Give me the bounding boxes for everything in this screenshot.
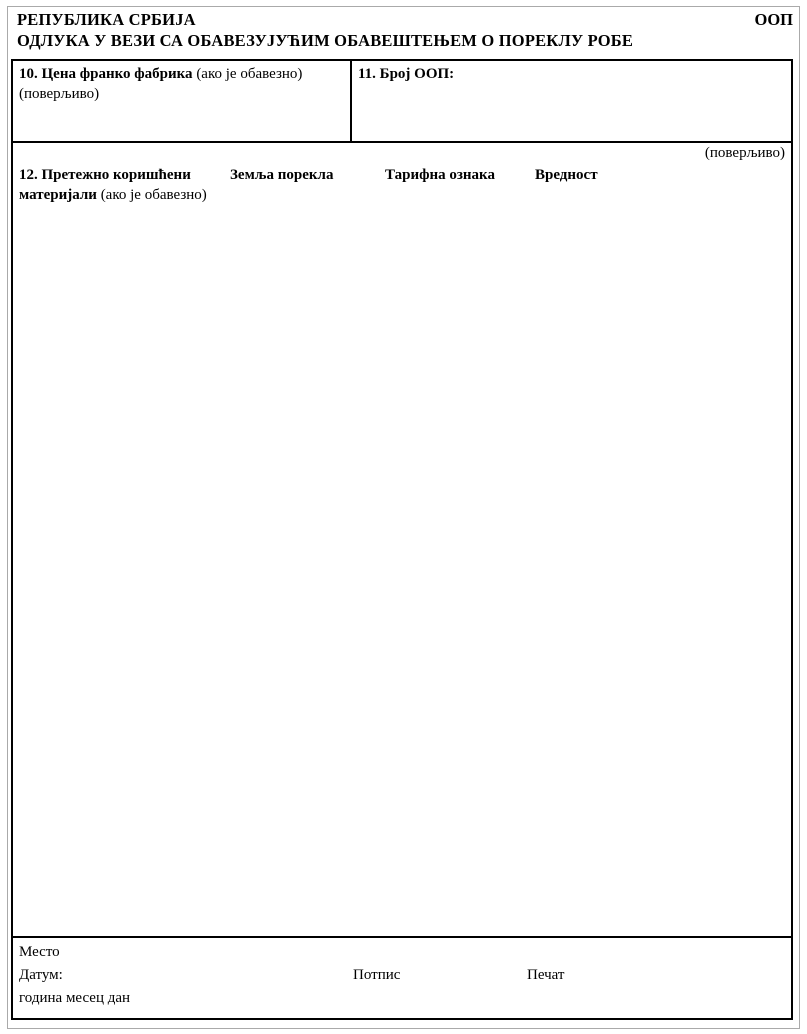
field-10-confidential-note: (поверљиво) bbox=[19, 86, 100, 102]
column-header-tariff-code: Тарифна ознака bbox=[385, 167, 495, 183]
header-row bbox=[11, 9, 793, 30]
field-12-label-line2 bbox=[19, 185, 234, 205]
field-12-label-line1 bbox=[19, 165, 234, 185]
date-label: Датум: bbox=[19, 967, 63, 983]
signature-footer-row bbox=[13, 936, 791, 1018]
signature-label: Потпис bbox=[353, 967, 401, 983]
field-12-value-area[interactable] bbox=[13, 208, 791, 936]
field-12-label-bold1: 12. Претежно коришћени bbox=[19, 167, 191, 183]
form-table bbox=[11, 59, 793, 1020]
field-11-oop-number[interactable] bbox=[352, 61, 791, 141]
place-label: Место bbox=[19, 944, 60, 960]
confidential-note-row bbox=[13, 143, 791, 162]
row-boxes-10-11 bbox=[13, 61, 791, 143]
field-10-ex-works-price[interactable] bbox=[13, 61, 352, 141]
column-header-country-of-origin: Земља порекла bbox=[230, 167, 334, 183]
stamp-label: Печат bbox=[527, 967, 565, 983]
field-10-label-note: (ако је обавезно) bbox=[196, 66, 303, 82]
field-10-label-line1 bbox=[19, 64, 344, 84]
form-title-line1: РЕПУБЛИКА СРБИЈА bbox=[17, 10, 196, 29]
confidential-note: (поверљиво) bbox=[704, 145, 785, 161]
field-12-materials bbox=[13, 162, 791, 936]
form-title-line2: ОДЛУКА У ВЕЗИ СА ОБАВЕЗУЈУЋИМ ОБАВЕШТЕЊЕМ О ПОРЕКЛУ РОБЕ bbox=[17, 31, 634, 50]
form-code-label: ООП bbox=[754, 10, 793, 29]
field-12-label-bold2: материјали bbox=[19, 187, 97, 203]
column-header-value: Вредност bbox=[535, 167, 598, 183]
field-12-label-note: (ако је обавезно) bbox=[100, 187, 207, 203]
field-11-label: 11. Број ООП: bbox=[358, 66, 455, 82]
field-10-label: 10. Цена франко фабрика bbox=[19, 66, 193, 82]
form-header bbox=[11, 9, 793, 51]
field-12-label bbox=[19, 165, 234, 205]
date-format-hint: година месец дан bbox=[19, 990, 131, 1006]
